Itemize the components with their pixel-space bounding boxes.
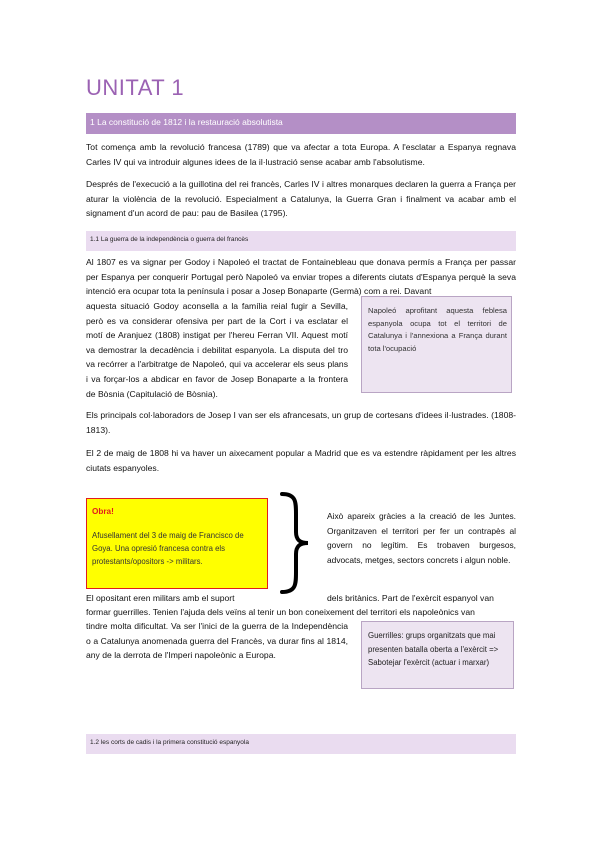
- paragraph-guerra-gran: Després de l'execució a la guillotina del rei francès, Carles IV i altres monarques declaren la guerra a França per aturar la violència de la revolució. Especialment a Catalunya, la Guerra Gran i finalment va acabar amb el signament d'un acord de pau: pau de Basilea (1795).: [86, 179, 516, 219]
- unit-title: UNITAT 1: [86, 75, 185, 100]
- paragraph-aranjuez: aquesta situació Godoy aconsella a la família reial fugir a Sevilla, però es va considerar ofensiva per part de la Cort i va esclatar el motí de Aranjuez (1808) instigat per l'hereu Ferran VII. Aquest motí va demostrar la decadència i debilitat espanyola. La disputa del tro va recórrer a l'arbitratge de Napoleó, qui va accelerar els seus plans i va forçar-los a abdicar en favor de Josep Bonaparte a la frontera de Bòsnia (Capitulació de Bòsnia).: [86, 301, 348, 399]
- note-box-guerrilles: [361, 621, 514, 689]
- section-heading-bar: [86, 113, 516, 134]
- curly-brace-icon: [276, 492, 316, 594]
- paragraph-opositors-cont: dels britànics. Part de l'exèrcit espanyol van: [327, 593, 494, 603]
- paragraph-guerra-independencia: tindre molta dificultat. Va ser l'inici de la guerra de la Independència o a Catalunya anomenada guerra del Francès, va durar fins al 1814, any de la derrota de l'Imperi napoleònic a Europa.: [86, 621, 348, 661]
- subsection-heading-bar: [86, 231, 516, 251]
- subsection-heading: 1.1 La guerra de la independència o guerra del francès: [90, 236, 249, 243]
- paragraph-juntes: Això apareix gràcies a la creació de les Juntes. Organitzaven el territori per fer un contrapès al govern no legítim. Es trobaven burgesos, advocats, metges, sectors concrets i algun noble.: [327, 511, 516, 565]
- section-heading: 1 La constitució de 1812 i la restauració absolutista: [90, 117, 283, 127]
- paragraph-guerrilles-intro: formar guerrilles. Tenien l'ajuda dels veïns al tenir un bon coneixement del territori els napoleònics van: [86, 607, 475, 617]
- note-text-napoleo: Napoleó aprofitant aquesta feblesa espanyola ocupa tot el territori de Catalunya i l'annexiona a França durant tota l'ocupació: [368, 306, 507, 353]
- paragraph-intro: Tot comença amb la revolució francesa (1789) que va afectar a tota Europa. A l'esclatar a Espanya regnava Carles IV qui va introduir algunes idees de la il·lustració sense acabar amb l'absolutisme.: [86, 142, 516, 167]
- paragraph-afrancesats: Els principals col·laboradors de Josep I van ser els afrancesats, un grup de cortesans d'idees il·lustrades. (1808-1813).: [86, 410, 516, 435]
- artwork-callout: [86, 498, 268, 589]
- artwork-label: Obra!: [92, 507, 114, 516]
- paragraph-opositors-start: El opositant eren militars amb el suport: [86, 593, 235, 603]
- note-text-guerrilles: Guerrilles: grups organitzats que mai presenten batalla oberta a l'exèrcit => Sabotejar l'exèrcit (actuar i marxar): [368, 631, 499, 667]
- subsection-heading-bar-2: [86, 734, 516, 754]
- subsection-heading-2: 1.2 les corts de cadis i la primera constitució espanyola: [90, 739, 249, 746]
- note-box-napoleo: [361, 296, 512, 393]
- paragraph-fontainebleau: Al 1807 es va signar per Godoy i Napoleó el tractat de Fontainebleau que donava permís a França per passar per Espanya per conquerir Portugal però Napoleó va enviar tropes a diferents ciutats d'Espanya perquè la seva intenció era ocupar tota la península i posar a Josep Bonaparte (Germà) com a rei. Davant: [86, 257, 516, 297]
- paragraph-2-maig: El 2 de maig de 1808 hi va haver un aixecament popular a Madrid que es va estendre ràpidament per les altres ciutats espanyoles.: [86, 448, 516, 473]
- artwork-description: Afusellament del 3 de maig de Francisco de Goya. Una opresió francesa contra els protestants/opositors -> militars.: [92, 531, 244, 566]
